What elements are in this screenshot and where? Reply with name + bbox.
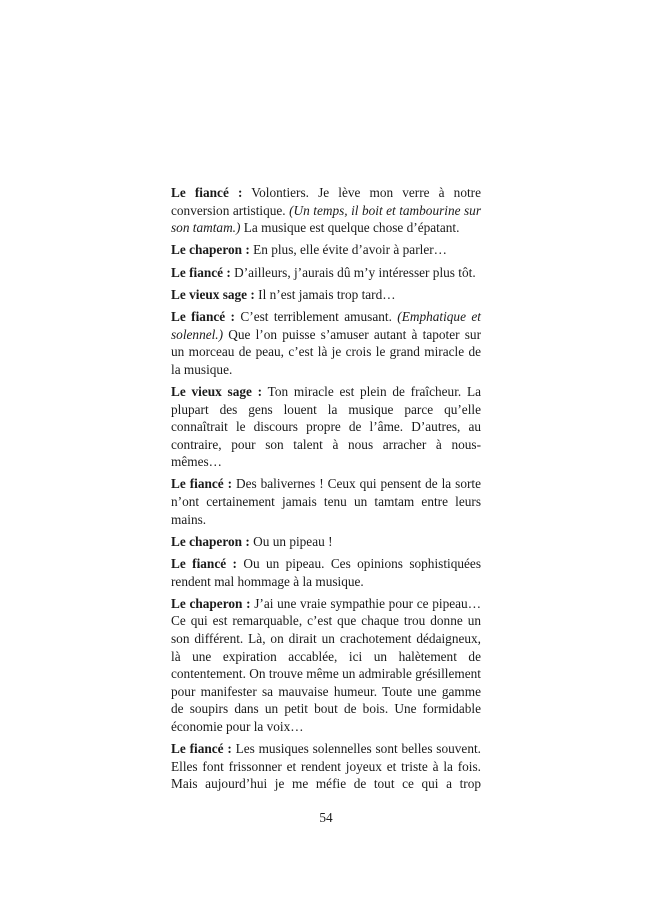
speaker-name: Le vieux sage :	[171, 286, 255, 302]
page-body	[171, 184, 481, 793]
dialogue-paragraph	[171, 383, 481, 471]
dialogue-paragraph	[171, 308, 481, 378]
speaker-name: Le fiancé :	[171, 264, 231, 280]
dialogue-paragraph	[171, 555, 481, 590]
dialogue-text: Les musiques solennelles sont belles souvent. Elles font frissonner et rendent joyeux et triste à la fois. Mais aujourd’hui je me méfie de tout ce qui a trop	[171, 741, 481, 792]
speaker-name: Le chaperon :	[171, 533, 250, 549]
stage-direction: (Un temps, il boit et tambourine sur son tamtam.)	[171, 202, 481, 236]
dialogue-text: J’ai une vraie sympathie pour ce pipeau… Ce qui est remarquable, c’est que chaque trou donne un son différent. Là, on dirait un crachotement dédaigneux, là une expiration accablée, ici un halètement de contentement. On trouve même un admirable grésillement pour manifester sa mauvaise humeur. Toute une gamme de soupirs dans un petit bout de bois. Une formidable économie pour la voix…	[171, 595, 481, 734]
dialogue-text: D’ailleurs, j’aurais dû m’y intéresser plus tôt.	[230, 264, 476, 280]
speaker-name: Le fiancé :	[171, 185, 243, 200]
dialogue-paragraph	[171, 533, 481, 551]
dialogue-text: Volontiers. Je lève mon verre à notre conversion artistique.	[171, 185, 481, 218]
dialogue-paragraph	[171, 264, 481, 282]
speaker-name: Le fiancé :	[171, 308, 235, 324]
speaker-name: Le fiancé :	[171, 556, 237, 572]
dialogue-paragraph	[171, 595, 481, 736]
dialogue-text: Des balivernes ! Ceux qui pensent de la sorte n’ont certainement jamais tenu un tamtam entre leurs mains.	[171, 476, 481, 527]
speaker-name: Le fiancé :	[171, 476, 233, 492]
speaker-name: Le fiancé :	[171, 741, 232, 757]
dialogue-paragraph	[171, 740, 481, 793]
dialogue-text: Ton miracle est plein de fraîcheur. La plupart des gens louent la musique parce qu’elle connaîtrait le discours propre de l’âme. D’autres, au contraire, pour son talent à nous arracher à nous-mêmes…	[171, 383, 481, 470]
dialogue-paragraph	[171, 286, 481, 304]
dialogue-text: Ou un pipeau !	[249, 533, 333, 549]
dialogue-text: En plus, elle évite d’avoir à parler…	[249, 242, 447, 258]
speaker-name: Le chaperon :	[171, 242, 250, 258]
stage-direction: (Emphatique et solennel.)	[171, 308, 481, 342]
dialogue-text: Que l’on puisse s’amuser autant à tapoter sur un morceau de peau, c’est là je crois le grand miracle de la musique.	[171, 326, 481, 377]
dialogue-text: C’est terriblement amusant.	[234, 308, 398, 324]
dialogue-paragraph	[171, 184, 481, 237]
dialogue-text: La musique est quelque chose d’épatant.	[240, 220, 460, 236]
page-number: 54	[319, 809, 333, 825]
dialogue-paragraph	[171, 475, 481, 528]
dialogue-paragraph	[171, 241, 481, 259]
speaker-name: Le chaperon :	[171, 595, 251, 611]
speaker-name: Le vieux sage :	[171, 383, 263, 399]
dialogue-text: Ou un pipeau. Ces opinions sophistiquées rendent mal hommage à la musique.	[171, 556, 481, 589]
page-column	[171, 184, 481, 827]
dialogue-text: Il n’est jamais trop tard…	[254, 286, 396, 302]
